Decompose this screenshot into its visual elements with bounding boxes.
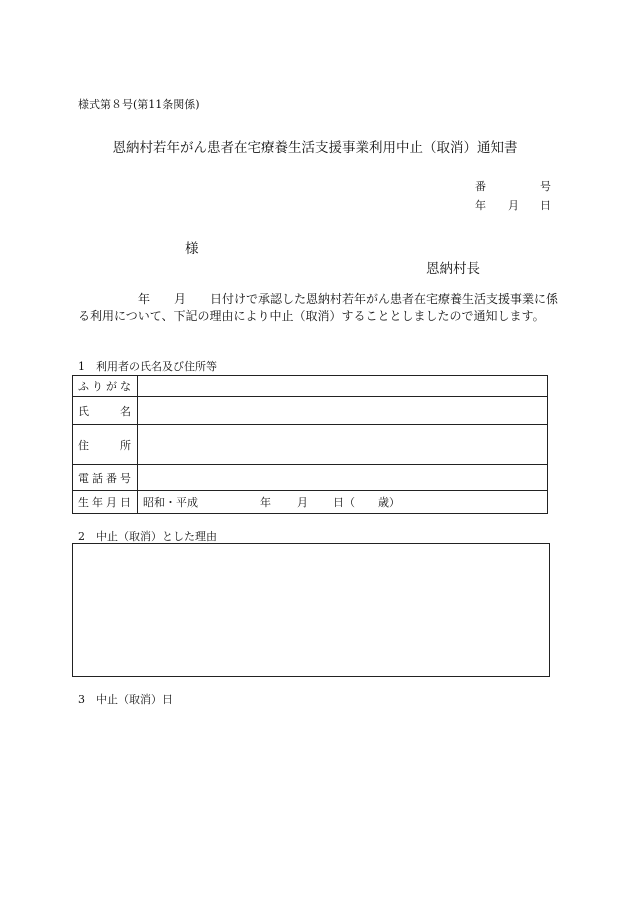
issuer-name: 恩納村長: [426, 261, 480, 277]
table-row-phone: [73, 465, 548, 491]
table-row-name: [73, 397, 548, 425]
address-field[interactable]: [138, 425, 548, 465]
birth-month-label: 月: [297, 496, 308, 509]
birthdate-field[interactable]: [138, 491, 548, 514]
furigana-label: ふりがな: [73, 376, 138, 397]
reason-field[interactable]: [72, 543, 550, 677]
table-row-address: [73, 425, 548, 465]
name-field[interactable]: [138, 397, 548, 425]
phone-field[interactable]: [138, 465, 548, 491]
date-year-label: 年: [475, 199, 486, 212]
user-info-table: [72, 375, 548, 514]
number-suffix: 号: [540, 180, 551, 193]
birthdate-label: 生年月日: [73, 491, 138, 514]
phone-label: 電話番号: [73, 465, 138, 491]
notice-body: 年 月 日付けで承認した恩納村若年がん患者在宅療養生活支援事業に係る利用について、下記の理由により中止（取消）することとしましたので通知します。: [78, 292, 559, 323]
section-3-heading: 3 中止（取消）日: [78, 693, 173, 706]
birth-day-label: 日（: [333, 496, 355, 509]
date-month-label: 月: [508, 199, 519, 212]
addressee-suffix: 様: [185, 241, 199, 257]
name-label: 氏 名: [73, 397, 138, 425]
era-options: 昭和・平成: [143, 496, 198, 509]
table-row-birthdate: [73, 491, 548, 514]
date-day-label: 日: [540, 199, 551, 212]
section-2-heading: 2 中止（取消）とした理由: [78, 530, 217, 543]
number-label: 番: [475, 180, 486, 193]
address-label: 住 所: [73, 425, 138, 465]
table-row-furigana: [73, 376, 548, 397]
form-number: 様式第８号(第11条関係): [78, 98, 200, 111]
document-title: 恩納村若年がん患者在宅療養生活支援事業利用中止（取消）通知書: [112, 140, 518, 156]
birth-year-label: 年: [260, 496, 271, 509]
section-1-heading: 1 利用者の氏名及び住所等: [78, 360, 217, 373]
furigana-field[interactable]: [138, 376, 548, 397]
age-label: 歳）: [378, 496, 400, 509]
